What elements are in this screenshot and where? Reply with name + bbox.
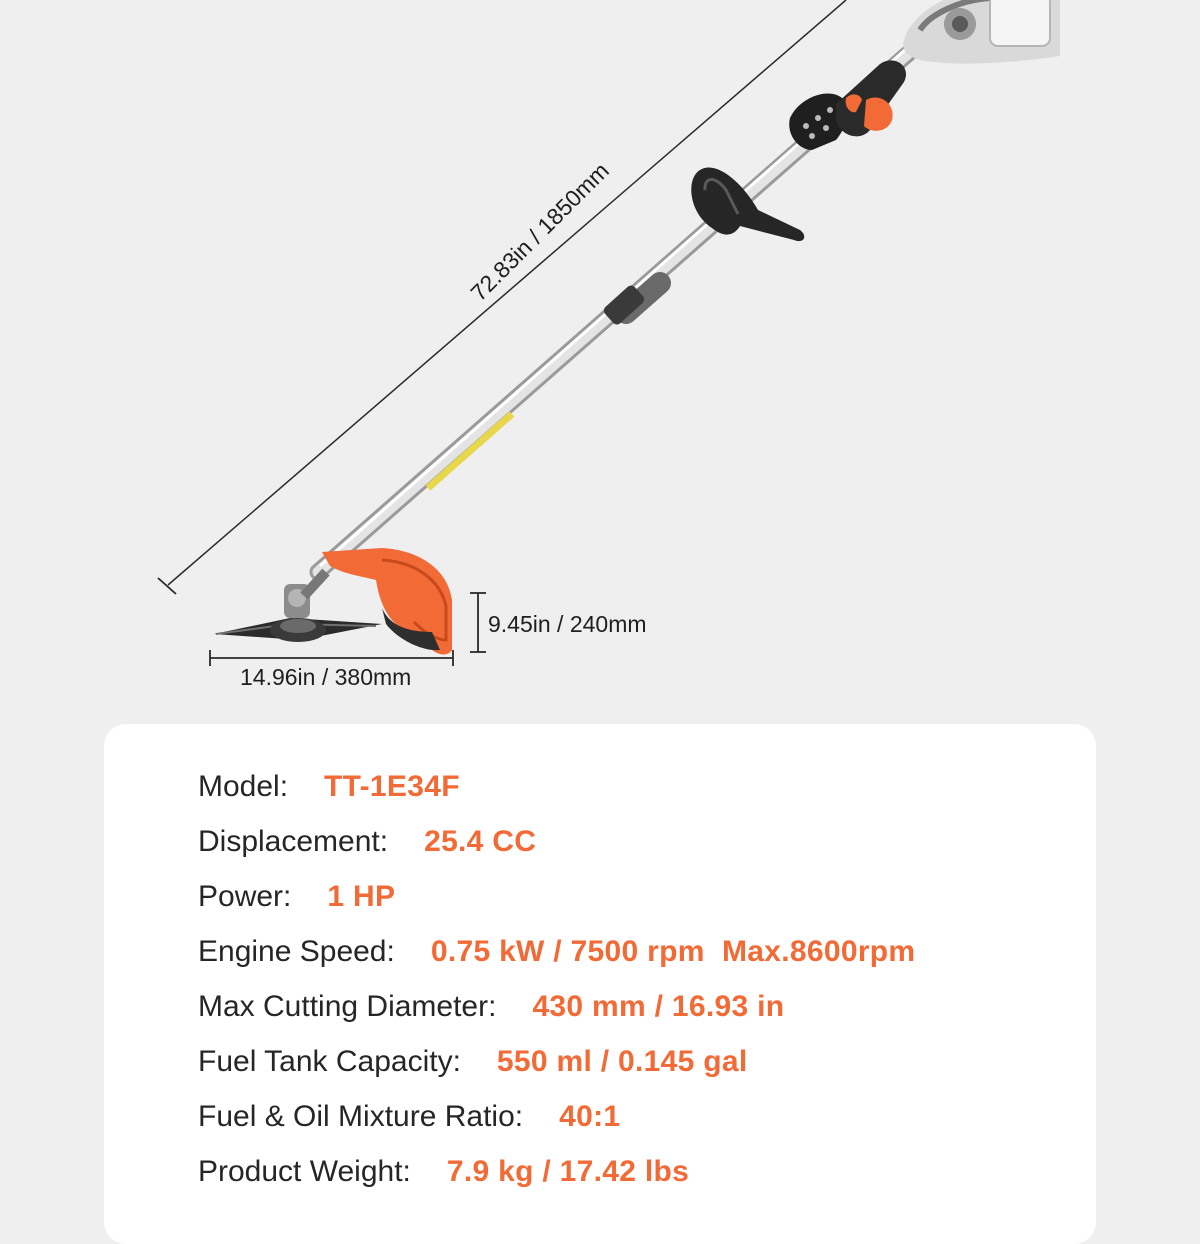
spec-label: Max Cutting Diameter:	[198, 990, 497, 1023]
spec-value: 1 HP	[327, 880, 396, 913]
blade-guard	[322, 548, 452, 655]
spec-value: 550 ml / 0.145 gal	[496, 1045, 748, 1078]
spec-value: TT-1E34F	[324, 770, 460, 803]
spec-row-displacement	[198, 824, 536, 860]
length-dimension-line	[158, 0, 846, 594]
spec-value: 40:1	[559, 1100, 621, 1133]
spec-row-model	[198, 769, 460, 805]
spec-row-product-weight	[198, 1154, 689, 1190]
spec-row-mixture-ratio	[198, 1099, 620, 1135]
spec-row-power	[198, 879, 395, 915]
spec-label: Engine Speed:	[198, 935, 395, 968]
head-width-label: 14.96in / 380mm	[240, 664, 412, 690]
spec-label: Fuel Tank Capacity:	[198, 1045, 461, 1078]
spec-label: Model:	[198, 770, 289, 803]
spec-value: 7.9 kg / 17.42 lbs	[446, 1155, 690, 1188]
overall-length-label: 72.83in / 1850mm	[465, 157, 614, 306]
spec-row-engine-speed	[198, 934, 915, 970]
spec-label: Power:	[198, 880, 292, 913]
spec-row-fuel-tank-capacity	[198, 1044, 747, 1080]
spec-value: 25.4 CC	[424, 825, 537, 858]
spec-label: Product Weight:	[198, 1155, 411, 1188]
spec-value: 0.75 kW / 7500 rpm Max.8600rpm	[430, 935, 916, 968]
spec-label: Displacement:	[198, 825, 389, 858]
cutting-head	[214, 572, 382, 642]
spec-card	[104, 724, 1096, 1244]
height-dimension-line	[470, 593, 486, 652]
throttle-handle	[789, 60, 906, 150]
spec-value: 430 mm / 16.93 in	[532, 990, 785, 1023]
spec-label: Fuel & Oil Mixture Ratio:	[198, 1100, 524, 1133]
head-height-label: 9.45in / 240mm	[488, 611, 647, 637]
engine-housing	[903, 0, 1060, 64]
spec-row-max-cutting-diameter	[198, 989, 784, 1025]
